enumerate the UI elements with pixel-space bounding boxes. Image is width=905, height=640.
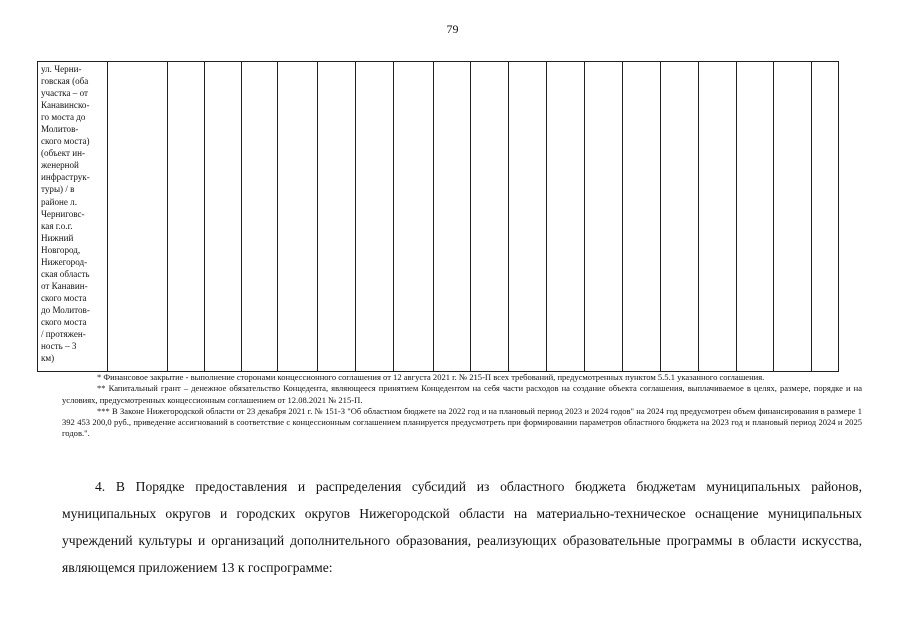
- footnote-capital-grant: ** Капитальный грант – денежное обязательство Концедента, являющееся принятием Концедентом на себя части расходов на создание объекта соглашения, выплачиваемое в целях, размере, порядке и на условиях, предусмотренных концессионным соглашением от 12.08.2021 № 215-П.: [62, 383, 862, 405]
- table-row: [38, 62, 839, 372]
- table-cell: [812, 62, 839, 372]
- table-cell: [547, 62, 585, 372]
- table-cell: [699, 62, 737, 372]
- table-cell: [205, 62, 242, 372]
- footnotes: [62, 372, 862, 440]
- table-cell-label: [38, 62, 108, 372]
- table-cell: [356, 62, 394, 372]
- amendment-paragraph: 4. В Порядке предоставления и распределения субсидий из областного бюджета бюджетам муниципальных районов, муниципальных округов и городских округов Нижегородской области на материально-техническое оснащение муниципальных учреждений культуры и организаций дополнительного образования, реализующих образовательные программы в области искусства, являющемся приложением 13 к госпрограмме:: [62, 479, 862, 575]
- table-cell: [623, 62, 661, 372]
- table-cell: [661, 62, 699, 372]
- table-cell: [737, 62, 774, 372]
- table-cell: [318, 62, 356, 372]
- footnote-financial-close: * Финансовое закрытие - выполнение сторонами концессионного соглашения от 12 августа 2021 г. № 215-П всех требований, предусмотренных пунктом 5.5.1 указанного соглашения.: [97, 372, 765, 382]
- table-cell: [278, 62, 318, 372]
- data-table: [37, 61, 839, 372]
- row-label-text: ул. Черни- говская (оба участка – от Канавинско- го моста до Молитов- ского моста) (объект ин- женерной инфраструк- туры) / в районе л. Черниговс- кая г.о.г. Нижний Новгород, Нижегород- ская область от Канавин- ского моста до Молитов- ского моста / протяжен- ность – 3 км): [41, 64, 90, 364]
- table-cell: [585, 62, 623, 372]
- footnote-regional-law: *** В Законе Нижегородской области от 23 декабря 2021 г. № 151-З "Об областном бюджете на 2022 год и на плановый период 2023 и 2024 годов" на 2024 год предусмотрен объем финансирования в размере 1 392 453 200,0 руб., приведение ассигнований в соответствие с концессионным соглашением планируется предусмотреть при формировании параметров областного бюджета на 2023 год и плановый период 2024 и 2025 годов.".: [62, 405, 862, 439]
- table-cell: [108, 62, 168, 372]
- table-cell: [394, 62, 434, 372]
- table-cell: [774, 62, 812, 372]
- table-cell: [471, 62, 509, 372]
- table-cell: [242, 62, 278, 372]
- table-cell: [434, 62, 471, 372]
- table-cell: [168, 62, 205, 372]
- table-cell: [509, 62, 547, 372]
- page-number: 79: [446, 22, 459, 36]
